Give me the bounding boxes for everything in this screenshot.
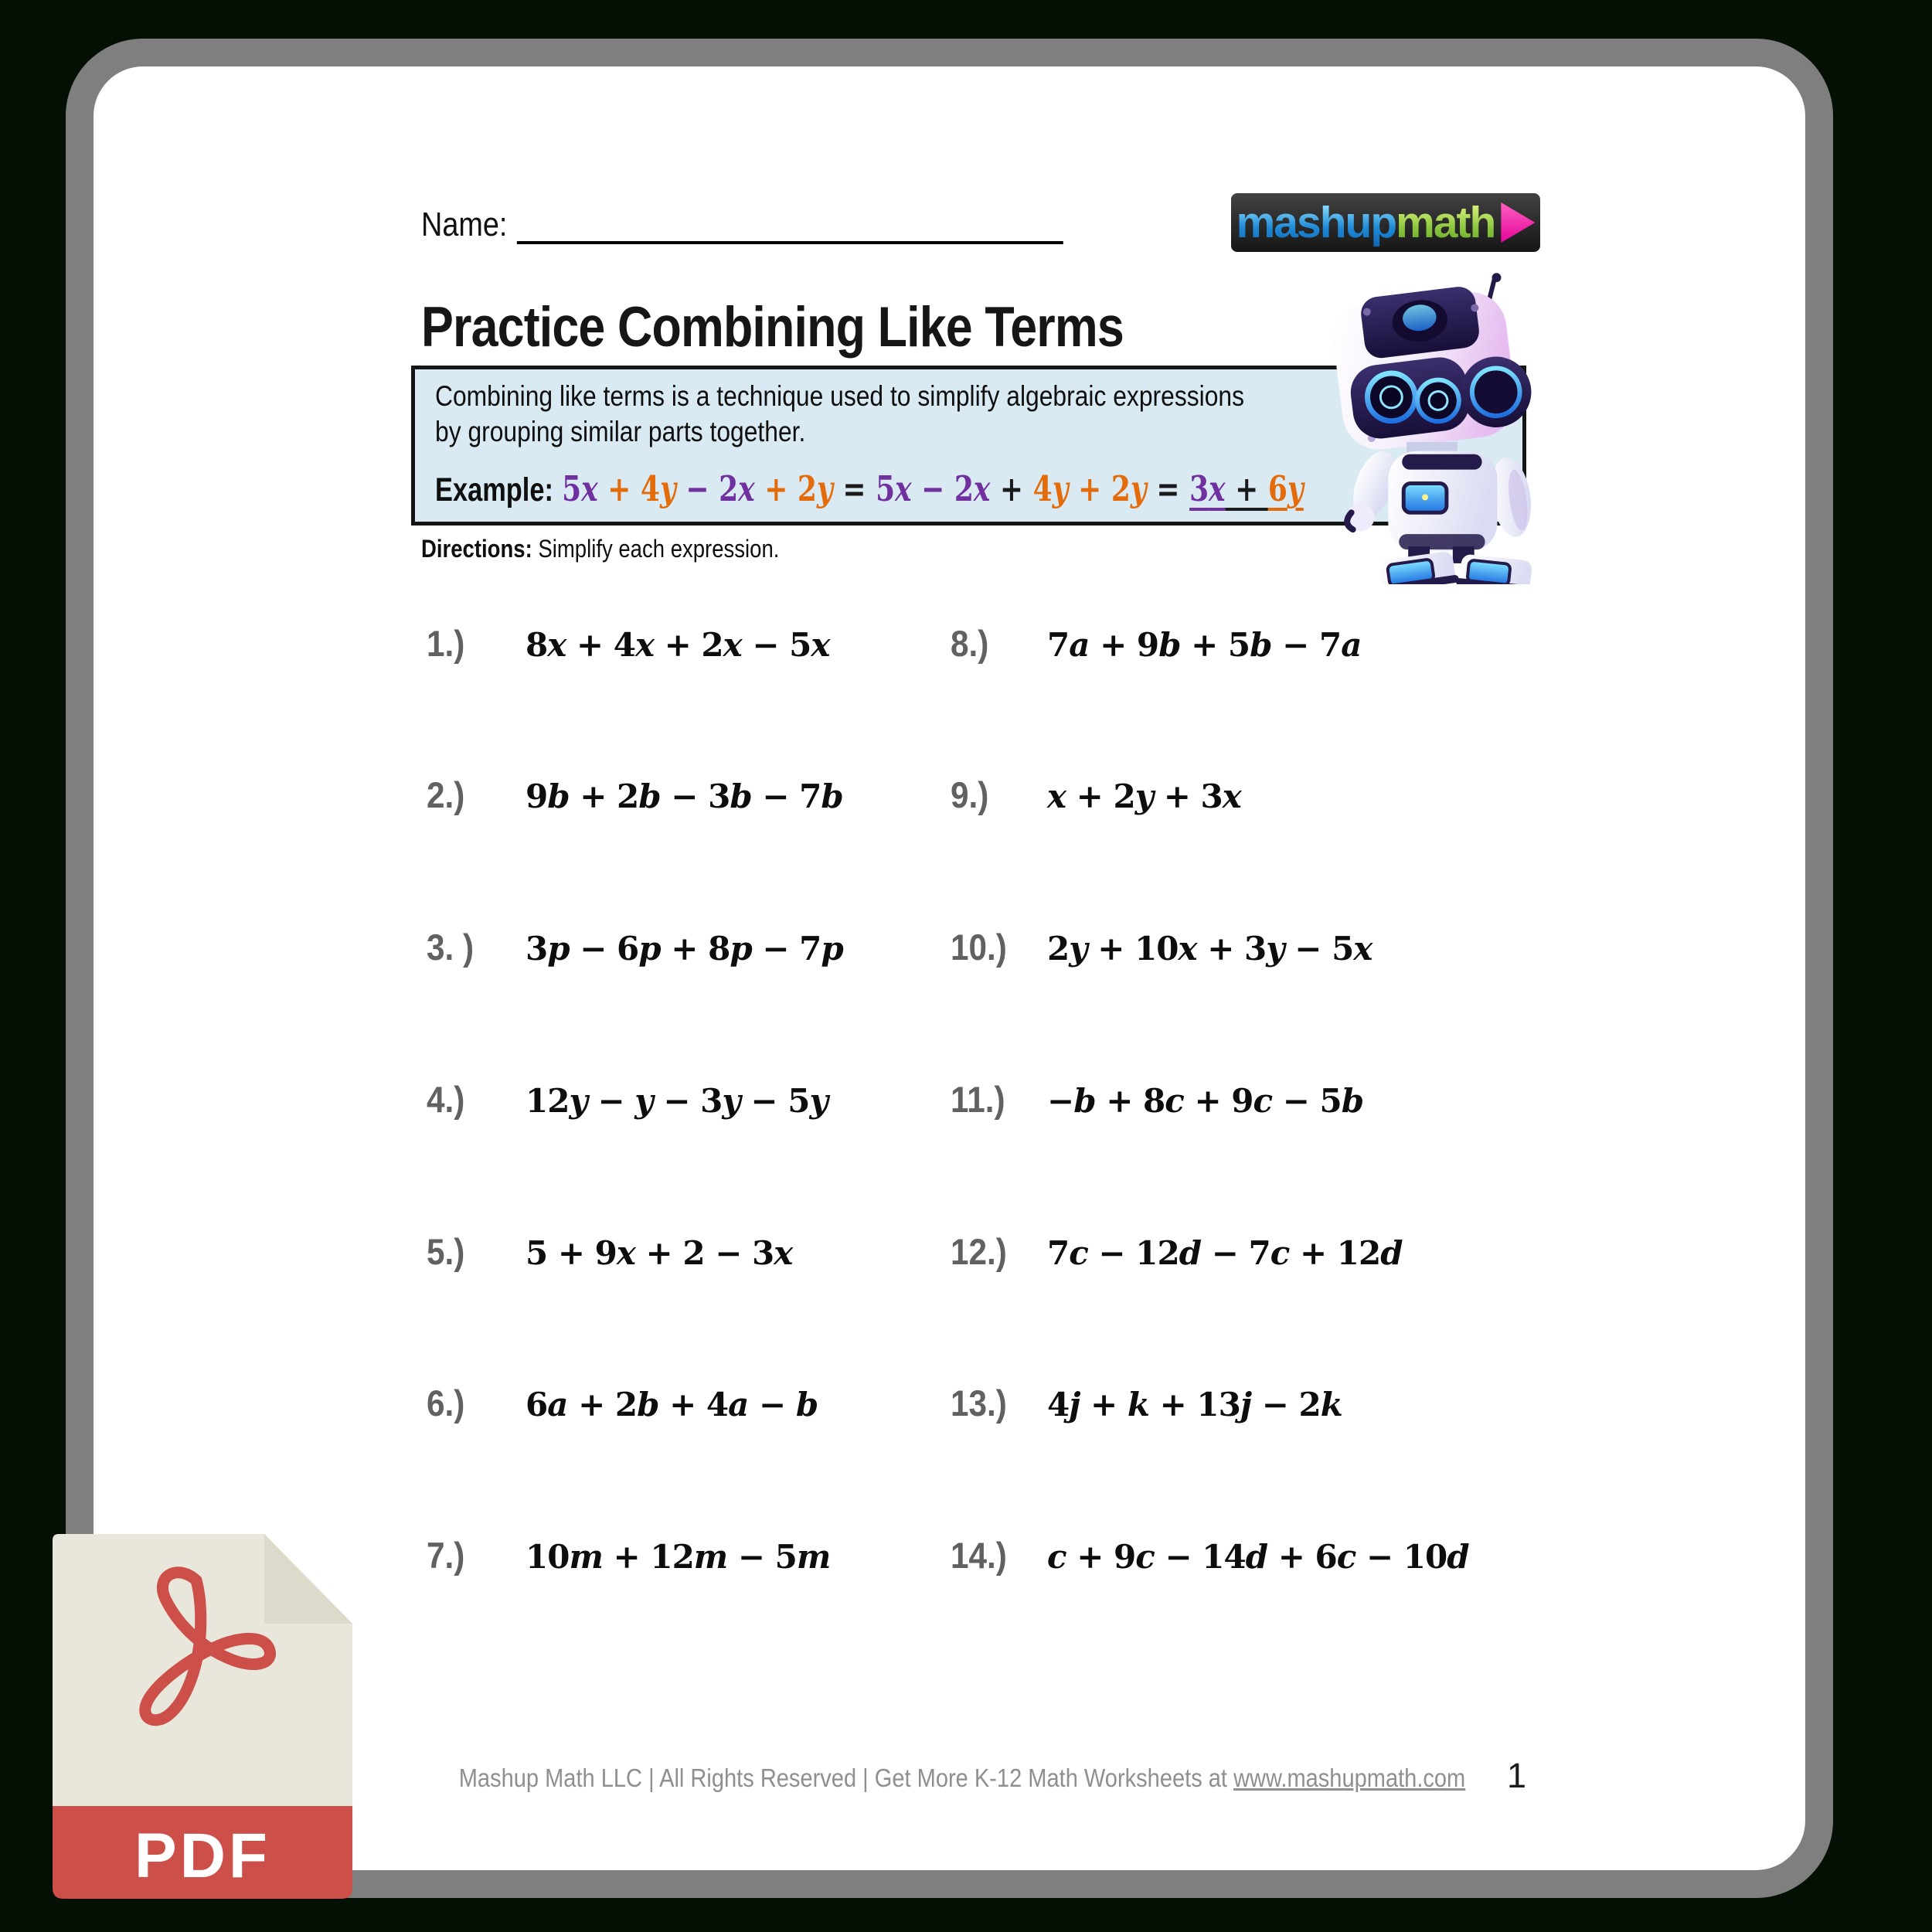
example-term: =	[1146, 468, 1190, 509]
name-label: Name:	[421, 206, 508, 243]
example-term: +	[1068, 468, 1111, 509]
info-line-1: Combining like terms is a technique used to simplify algebraic expressions	[435, 380, 1245, 412]
problem-expression: 5 + 9x + 2 − 3x	[526, 1234, 793, 1272]
problem-expression: 7c − 12d − 7c + 12d	[1047, 1234, 1403, 1272]
directions-label: Directions:	[421, 535, 532, 563]
problem-number: 12.)	[951, 1231, 1007, 1272]
problem-number: 6.)	[427, 1383, 465, 1423]
example-term: 6y	[1267, 468, 1304, 509]
problem-number: 11.)	[951, 1079, 1005, 1120]
example-term: 5x	[562, 468, 598, 509]
problem-number: 14.)	[951, 1535, 1007, 1576]
page-number: 1	[1507, 1756, 1527, 1795]
problem-number: 10.)	[951, 927, 1007, 968]
problem-number: 3. )	[427, 927, 474, 968]
example-term: 5x	[876, 468, 912, 509]
example-term: =	[832, 468, 876, 509]
robot-illustration	[1310, 269, 1557, 584]
info-line-2: by grouping similar parts together.	[435, 415, 806, 447]
footer	[282, 1764, 1642, 1793]
problem-number: 8.)	[951, 623, 989, 664]
example-term: +	[754, 468, 798, 509]
problem-expression: 9b + 2b − 3b − 7b	[526, 777, 843, 815]
problem-expression: c + 9c − 14d + 6c − 10d	[1047, 1538, 1469, 1576]
example-term: 4y	[1032, 468, 1069, 509]
example-term: +	[990, 468, 1033, 509]
footer-text: Mashup Math LLC | All Rights Reserved | Get More K-12 Math Worksheets at	[458, 1764, 1234, 1792]
page-title: Practice Combining Like Terms	[421, 296, 1124, 359]
name-blank-line	[516, 207, 1063, 244]
pdf-folded-corner	[264, 1534, 352, 1624]
example-equation	[562, 468, 1304, 509]
problem-expression: 4j + k + 13j − 2k	[1047, 1386, 1342, 1423]
problem-expression: 6a + 2b + 4a − b	[526, 1386, 818, 1423]
problem-expression: −b + 8c + 9c − 5b	[1047, 1082, 1364, 1120]
problem-expression: 3p − 6p + 8p − 7p	[526, 930, 843, 968]
pdf-file-icon[interactable]	[45, 1532, 359, 1910]
example-term: 4y	[640, 468, 676, 509]
problem-number: 5.)	[427, 1231, 465, 1272]
problem-number: 1.)	[427, 623, 465, 664]
name-row	[421, 206, 1063, 244]
info-text	[435, 379, 1244, 450]
example-label: Example:	[435, 471, 553, 509]
example-term: 2y	[797, 468, 833, 509]
problem-number: 4.)	[427, 1079, 465, 1120]
problem-expression: 2y + 10x + 3y − 5x	[1047, 930, 1372, 968]
example-term: +	[1225, 468, 1268, 509]
logo-word-mashup: mashup	[1236, 198, 1396, 247]
problem-expression: 7a + 9b + 5b − 7a	[1047, 626, 1362, 664]
problem-expression: x + 2y + 3x	[1047, 777, 1241, 815]
problem-expression: 10m + 12m − 5m	[526, 1538, 831, 1576]
example-term: −	[911, 468, 954, 509]
play-arrow-icon	[1501, 202, 1535, 243]
example-term: 2y	[1111, 468, 1147, 509]
problem-number: 13.)	[951, 1383, 1007, 1423]
example-term: +	[597, 468, 641, 509]
example-term: 2x	[719, 468, 755, 509]
footer-link[interactable]: www.mashupmath.com	[1233, 1764, 1466, 1792]
pdf-label: PDF	[134, 1821, 270, 1891]
problem-expression: 8x + 4x + 2x − 5x	[526, 626, 830, 664]
pdf-page-shape	[53, 1534, 352, 1806]
example-term: −	[675, 468, 719, 509]
directions-text: Simplify each expression.	[532, 535, 780, 563]
example-term: 3x	[1189, 468, 1226, 509]
directions	[421, 535, 779, 563]
problem-number: 7.)	[427, 1535, 465, 1576]
problem-number: 9.)	[951, 774, 989, 815]
example-term: 2x	[954, 468, 991, 509]
mashupmath-logo	[1231, 193, 1540, 252]
example-row	[435, 468, 1304, 509]
problem-expression: 12y − y − 3y − 5y	[526, 1082, 828, 1120]
logo-word-math: math	[1396, 198, 1495, 247]
problem-number: 2.)	[427, 774, 465, 815]
